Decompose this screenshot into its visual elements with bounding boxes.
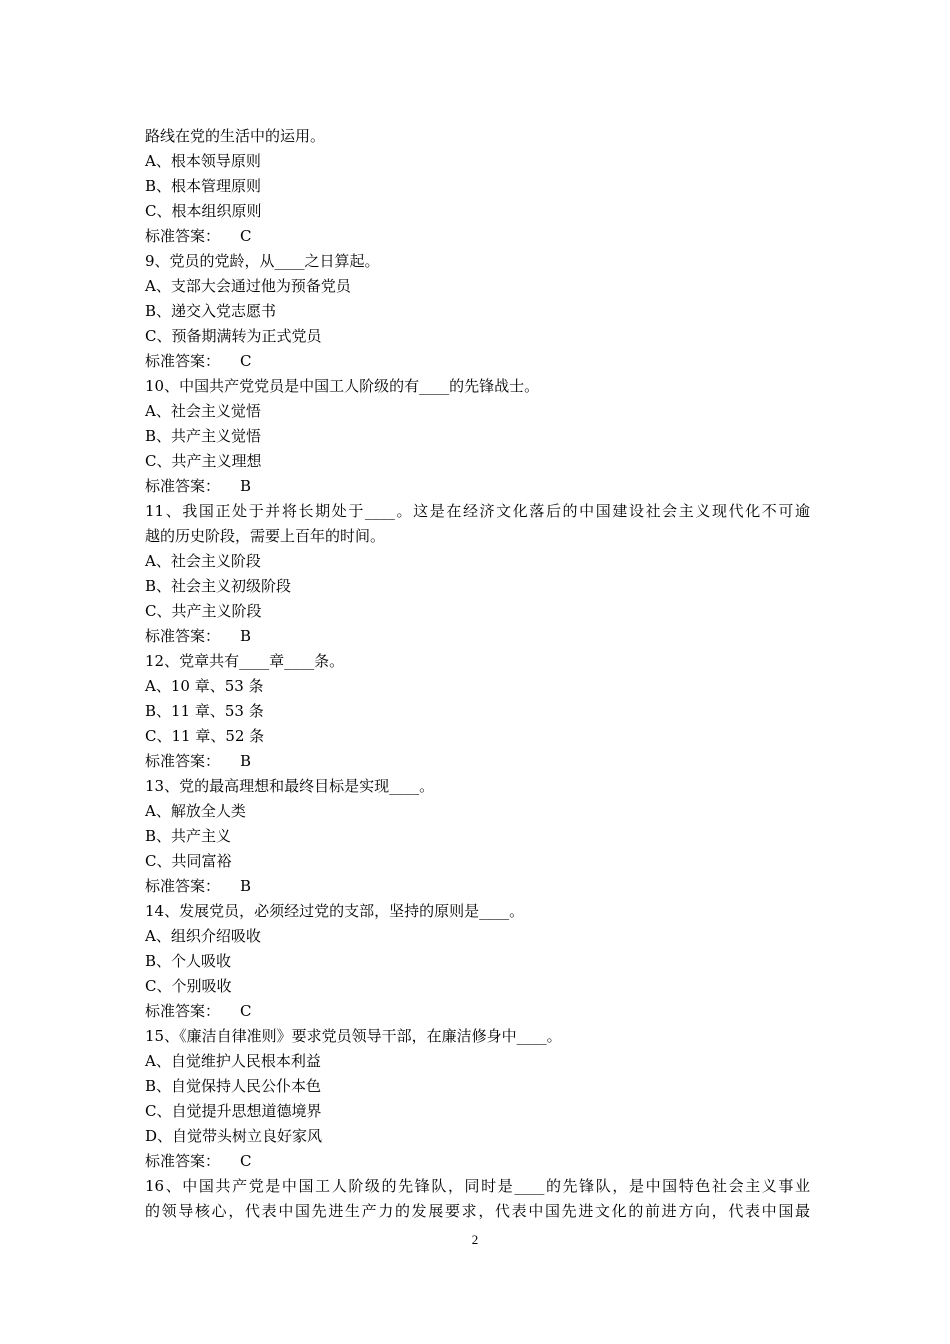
answer-line (145, 474, 810, 499)
text-line: 11、我国正处于并将长期处于____。这是在经济文化落后的中国建设社会主义现代化不可逾 (145, 502, 810, 520)
text-line: B、共产主义 (145, 827, 232, 845)
answer-label: 标准答案： (145, 227, 221, 245)
text-line: 16、中国共产党是中国工人阶级的先锋队，同时是____的先锋队，是中国特色社会主义事业 (145, 1177, 810, 1195)
text-line: B、自觉保持人民公仆本色 (145, 1077, 322, 1095)
answer-label: 标准答案： (145, 627, 221, 645)
text-line: C、共产主义阶段 (145, 602, 262, 620)
text-line: C、根本组织原则 (145, 202, 262, 220)
text-line: A、解放全人类 (145, 802, 246, 820)
answer-value: C (240, 352, 252, 370)
answer-label: 标准答案： (145, 877, 221, 895)
text-line: 9、党员的党龄，从____之日算起。 (145, 252, 380, 270)
text-line: 路线在党的生活中的运用。 (145, 127, 326, 145)
text-line: C、自觉提升思想道德境界 (145, 1102, 322, 1120)
answer-line (145, 999, 810, 1024)
text-line: C、个别吸收 (145, 977, 232, 995)
text-line: A、支部大会通过他为预备党员 (145, 277, 351, 295)
text-line: B、11 章、53 条 (145, 702, 264, 720)
answer-label: 标准答案： (145, 477, 221, 495)
page-number: 2 (471, 1232, 479, 1247)
text-line: C、共同富裕 (145, 852, 232, 870)
text-line: 14、发展党员，必须经过党的支部，坚持的原则是____。 (145, 902, 525, 920)
text-line: D、自觉带头树立良好家风 (145, 1127, 323, 1145)
answer-value: C (240, 1152, 252, 1170)
text-line: 12、党章共有____章____条。 (145, 652, 345, 670)
text-line: 15、《廉洁自律准则》要求党员领导干部，在廉洁修身中____。 (145, 1027, 562, 1045)
answer-line (145, 624, 810, 649)
text-line: 越的历史阶段，需要上百年的时间。 (145, 527, 386, 545)
answer-value: C (240, 1002, 252, 1020)
answer-value: B (240, 627, 252, 645)
text-line: C、11 章、52 条 (145, 727, 265, 745)
text-line: A、自觉维护人民根本利益 (145, 1052, 321, 1070)
text-line: A、组织介绍吸收 (145, 927, 261, 945)
answer-value: C (240, 227, 252, 245)
text-line: A、10 章、53 条 (145, 677, 264, 695)
answer-label: 标准答案： (145, 1002, 221, 1020)
answer-line (145, 1149, 810, 1174)
text-line: 10、中国共产党党员是中国工人阶级的有____的先锋战士。 (145, 377, 540, 395)
text-line: B、个人吸收 (145, 952, 232, 970)
text-line: A、根本领导原则 (145, 152, 261, 170)
text-line: B、共产主义觉悟 (145, 427, 262, 445)
answer-label: 标准答案： (145, 352, 221, 370)
text-line: B、递交入党志愿书 (145, 302, 277, 320)
answer-label: 标准答案： (145, 752, 221, 770)
text-line: B、社会主义初级阶段 (145, 577, 292, 595)
answer-line (145, 349, 810, 374)
answer-line (145, 874, 810, 899)
text-line: B、根本管理原则 (145, 177, 262, 195)
answer-label: 标准答案： (145, 1152, 221, 1170)
text-line: C、共产主义理想 (145, 452, 262, 470)
text-line: 的领导核心，代表中国先进生产力的发展要求，代表中国先进文化的前进方向，代表中国最 (145, 1202, 810, 1220)
answer-value: B (240, 877, 252, 895)
answer-value: B (240, 752, 252, 770)
answer-value: B (240, 477, 252, 495)
answer-line (145, 224, 810, 249)
answer-line (145, 749, 810, 774)
text-line: C、预备期满转为正式党员 (145, 327, 322, 345)
text-line: A、社会主义觉悟 (145, 402, 261, 420)
text-line: 13、党的最高理想和最终目标是实现____。 (145, 777, 435, 795)
page-content (145, 124, 810, 1224)
text-line: A、社会主义阶段 (145, 552, 261, 570)
